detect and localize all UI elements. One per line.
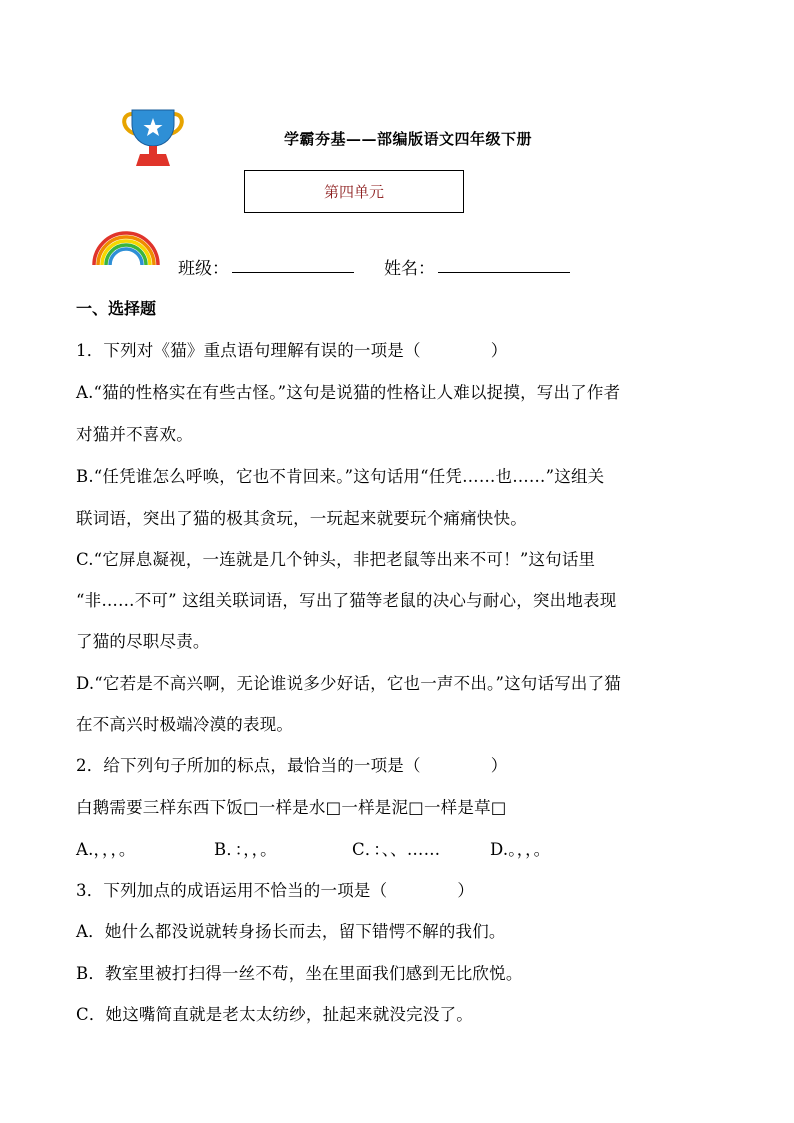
- section-title: 一、选择题: [76, 299, 157, 318]
- option-line: B.“任凭谁怎么呼唤，它也不肯回来。”这句话用“任凭……也……”这组关: [76, 467, 605, 486]
- question-stem: 1．下列对《猫》重点语句理解有误的一项是（ ）: [76, 341, 508, 360]
- option-line: A．她什么都没说就转身扬长而去，留下错愕不解的我们。: [76, 922, 506, 941]
- unit-title: 第四单元: [323, 183, 384, 201]
- question-sentence: 白鹅需要三样东西下饭□一样是水□一样是泥□一样是草□: [76, 798, 507, 817]
- option-line: A.“猫的性格实在有些古怪。”这句是说猫的性格让人难以捉摸，写出了作者: [76, 383, 621, 402]
- name-label: 姓名：: [384, 259, 435, 279]
- class-field[interactable]: [232, 252, 354, 273]
- choice-b: B．：，，。: [214, 840, 277, 859]
- name-field[interactable]: [438, 252, 570, 273]
- question-stem: 2．给下列句子所加的标点，最恰当的一项是（ ）: [76, 756, 508, 775]
- option-line: “非……不可” 这组关联词语，写出了猫等老鼠的决心与耐心，突出地表现: [76, 591, 617, 610]
- trophy-icon: [118, 108, 188, 170]
- choice-c: C．：、、……: [352, 840, 441, 859]
- question-stem: 3．下列加点的成语运用不恰当的一项是（ ）: [76, 881, 475, 900]
- option-line: C.“它屏息凝视，一连就是几个钟头，非把老鼠等出来不可！”这句话里: [76, 550, 596, 569]
- option-line: 联词语，突出了猫的极其贪玩，一玩起来就要玩个痛痛快快。: [76, 509, 527, 528]
- rainbow-icon: [90, 229, 162, 267]
- choice-a: A.，，，。: [76, 840, 136, 859]
- option-line: B．教室里被打扫得一丝不苟，坐在里面我们感到无比欣悦。: [76, 964, 523, 983]
- class-label: 班级：: [178, 259, 229, 279]
- page-title: 学霸夯基——部编版语文四年级下册: [284, 130, 533, 148]
- option-line: D.“它若是不高兴啊，无论谁说多少好话，它也一声不出。”这句话写出了猫: [76, 674, 622, 693]
- option-line: C．她这嘴简直就是老太太纺纱，扯起来就没完没了。: [76, 1005, 473, 1024]
- option-line: 对猫并不喜欢。: [76, 425, 193, 444]
- unit-box: [244, 170, 464, 213]
- choice-d: D.。，，。: [490, 840, 551, 859]
- option-line: 了猫的尽职尽责。: [76, 632, 210, 651]
- option-line: 在不高兴时极端冷漠的表现。: [76, 715, 294, 734]
